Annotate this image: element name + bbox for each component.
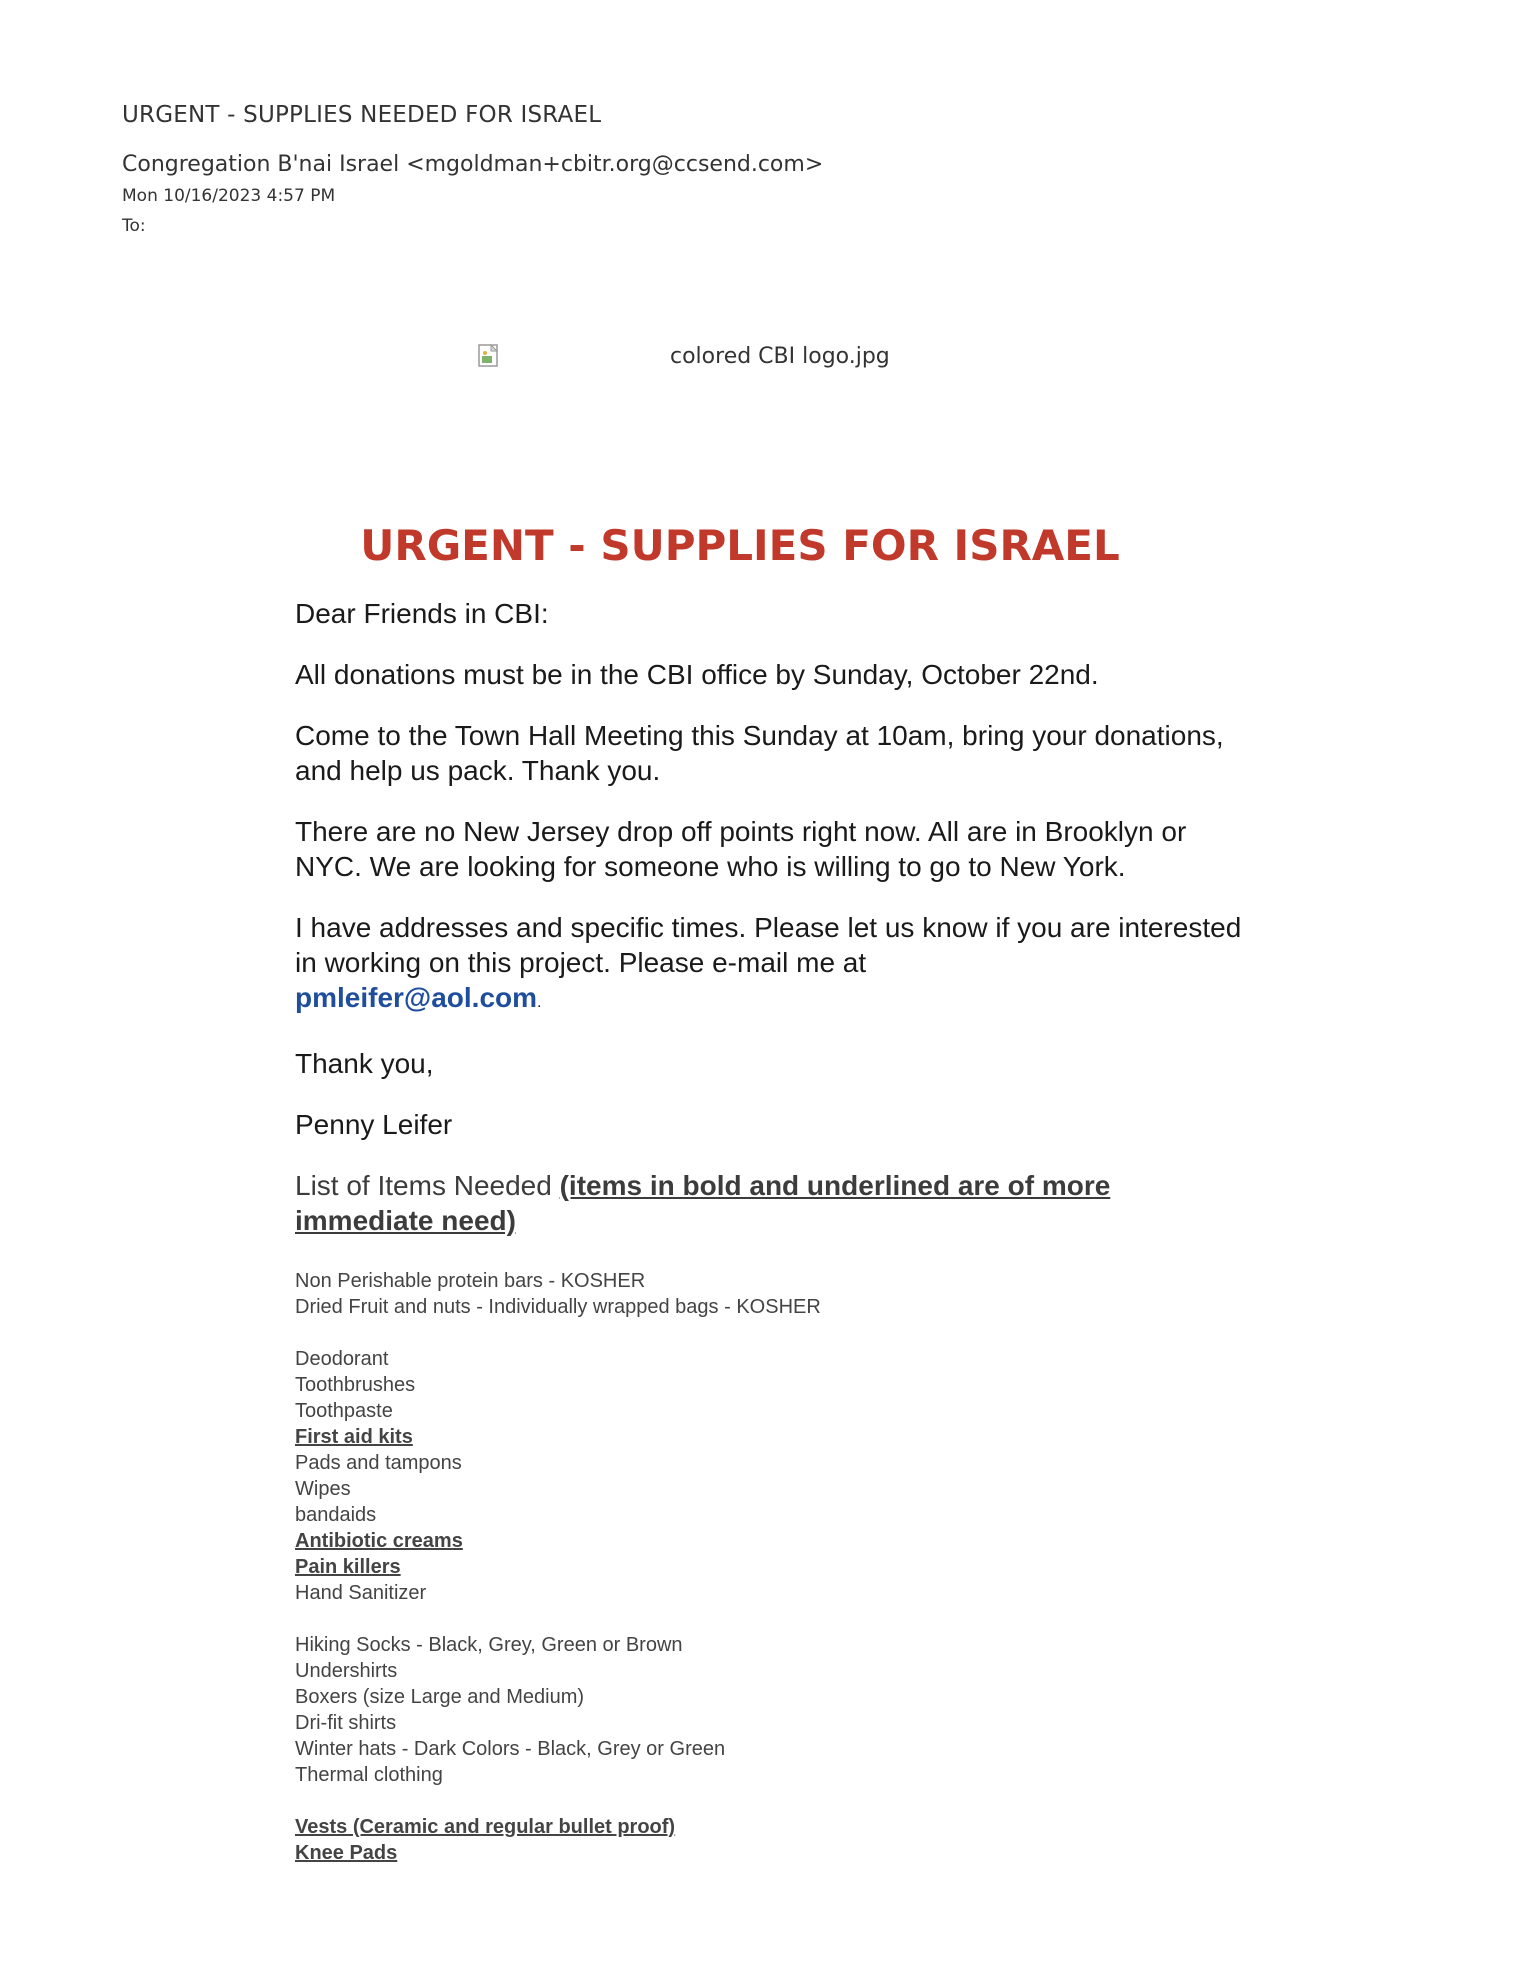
list-item: Dri-fit shirts [295,1712,397,1734]
list-intro-note: (items in bold and underlined are of more immediate need) [295,1170,1111,1236]
paragraph-deadline: All donations must be in the CBI office by Sunday, October 22nd. [295,659,1099,690]
item-group [295,1632,1255,1788]
email-body [295,520,1255,1892]
list-item-urgent: Knee Pads [295,1842,398,1864]
list-item: bandaids [295,1504,377,1526]
email-subject: URGENT - SUPPLIES NEEDED FOR ISRAEL [122,102,602,128]
item-group [295,1814,1255,1866]
list-item: Dried Fruit and nuts - Individually wrapped bags - KOSHER [295,1296,821,1318]
email-to-label: To: [122,216,146,236]
email-sender[interactable]: Congregation B'nai Israel <mgoldman+cbitr.org@ccsend.com> [122,152,824,177]
list-item: Winter hats - Dark Colors - Black, Grey or Green [295,1738,726,1760]
contact-text: I have addresses and specific times. Please let us know if you are interested in working on this project. Please e-mail me at [295,912,1242,978]
paragraph-town-hall: Come to the Town Hall Meeting this Sunday at 10am, bring your donations, and help us pack. Thank you. [295,720,1224,786]
paragraph-drop-off: There are no New Jersey drop off points right now. All are in Brooklyn or NYC. We are looking for someone who is willing to go to New York. [295,816,1187,882]
closing: Thank you, [295,1048,434,1079]
email-header [122,100,1402,238]
list-item: Wipes [295,1478,351,1500]
list-item: Pads and tampons [295,1452,462,1474]
list-item: Toothbrushes [295,1374,416,1396]
list-item-urgent: Vests (Ceramic and regular bullet proof) [295,1816,676,1838]
list-intro [295,1168,1255,1238]
contact-period: . [537,994,542,1011]
list-intro-label: List of Items Needed [295,1170,552,1201]
list-item: Toothpaste [295,1400,393,1422]
list-item: Undershirts [295,1660,398,1682]
paragraph-contact [295,910,1255,1020]
list-item: Thermal clothing [295,1764,443,1786]
list-item-urgent: Antibiotic creams [295,1530,463,1552]
logo-image [478,342,998,382]
list-item: Hiking Socks - Black, Grey, Green or Brown [295,1634,683,1656]
list-item: Hand Sanitizer [295,1582,427,1604]
logo-alt-text: colored CBI logo.jpg [670,344,890,369]
greeting: Dear Friends in CBI: [295,598,549,629]
list-item-urgent: Pain killers [295,1556,401,1578]
email-date: Mon 10/16/2023 4:57 PM [122,186,336,206]
email-link[interactable]: pmleifer@aol.com [295,982,538,1013]
list-item: Deodorant [295,1348,389,1370]
list-item-urgent: First aid kits [295,1426,413,1448]
broken-image-icon [478,344,502,368]
list-item: Non Perishable protein bars - KOSHER [295,1270,646,1292]
signature: Penny Leifer [295,1109,453,1140]
list-item: Boxers (size Large and Medium) [295,1686,585,1708]
item-group [295,1268,1255,1320]
item-group [295,1346,1255,1606]
items-list [295,1268,1255,1866]
headline: URGENT - SUPPLIES FOR ISRAEL [360,521,1120,570]
